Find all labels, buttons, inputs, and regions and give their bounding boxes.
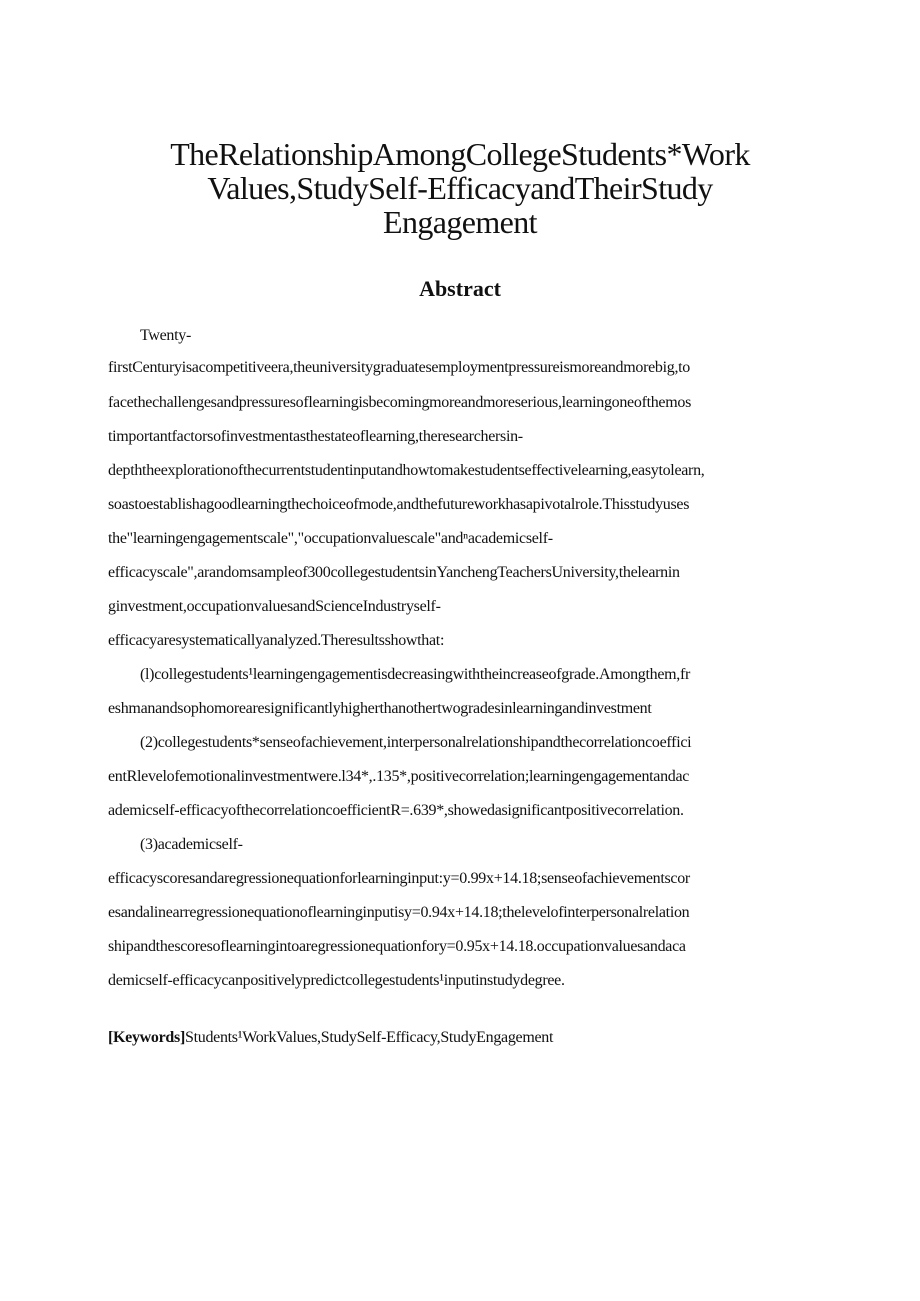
abstract-line: esandalinearregressionequationoflearninginputisy=0.94x+14.18;thelevelofinterpersonalrelation: [108, 904, 690, 921]
abstract-line: demicself-efficacycanpositivelypredictcollegestudents¹inputinstudydegree.: [108, 972, 565, 989]
abstract-line: efficacyscale",arandomsampleof300collegestudentsinYanchengTeachersUniversity,thelearnin: [108, 564, 680, 581]
abstract-line: (3)academicself-: [140, 836, 243, 853]
abstract-line: ginvestment,occupationvaluesandScienceIndustryself-: [108, 598, 441, 615]
abstract-line: firstCenturyisacompetitiveera,theuniversitygraduatesemploymentpressureismoreandmorebig,to: [108, 359, 691, 376]
abstract-line: timportantfactorsofinvestmentasthestateoflearning,theresearchersin-: [108, 428, 523, 445]
abstract-line: soastoestablishagoodlearningthechoiceofmode,andthefutureworkhasapivotalrole.Thisstudyuses: [108, 496, 690, 513]
abstract-line: eshmanandsophomorearesignificantlyhigherthanothertwogradesinlearningandinvestment: [108, 700, 652, 717]
keywords-line: [108, 1028, 553, 1048]
abstract-line: (l)collegestudents¹learningengagementisdecreasingwiththeincreaseofgrade.Amongthem,fr: [140, 666, 691, 683]
keywords-text: Students¹WorkValues,StudySelf-Efficacy,StudyEngagement: [185, 1029, 554, 1046]
abstract-line: depththeexplorationofthecurrentstudentinputandhowtomakestudentseffectivelearning,easytolearn,: [108, 462, 705, 479]
abstract-line: shipandthescoresoflearningintoaregressionequationfory=0.95x+14.18.occupationvaluesandaca: [108, 938, 686, 955]
abstract-line: ademicself-efficacyofthecorrelationcoefficientR=.639*,showedasignificantpositivecorrelation.: [108, 802, 684, 819]
abstract-line: Twenty-: [140, 327, 191, 344]
abstract-line: efficacyaresystematicallyanalyzed.Theresultsshowthat:: [108, 632, 445, 649]
abstract-line: entRlevelofemotionalinvestmentwere.l34*,.135*,positivecorrelation;learningengagementandac: [108, 768, 690, 785]
abstract-line: the"learningengagementscale","occupationvaluescale"andⁿacademicself-: [108, 530, 553, 547]
abstract-heading: Abstract: [419, 276, 501, 301]
abstract-line: efficacyscoresandaregressionequationforlearninginput:y=0.99x+14.18;senseofachievementscor: [108, 870, 690, 887]
title-line-3: Engagement: [383, 204, 537, 240]
keywords-label: [Keywords]: [108, 1029, 185, 1046]
title-line-1: TheRelationshipAmongCollegeStudents*Work: [170, 136, 750, 172]
abstract-line: (2)collegestudents*senseofachievement,interpersonalrelationshipandthecorrelationcoeffici: [140, 734, 692, 751]
abstract-line: facethechallengesandpressuresoflearningisbecomingmoreandmoreserious,learningoneofthemos: [108, 394, 692, 411]
title-line-2: Values,StudySelf-EfficacyandTheirStudy: [207, 170, 713, 206]
